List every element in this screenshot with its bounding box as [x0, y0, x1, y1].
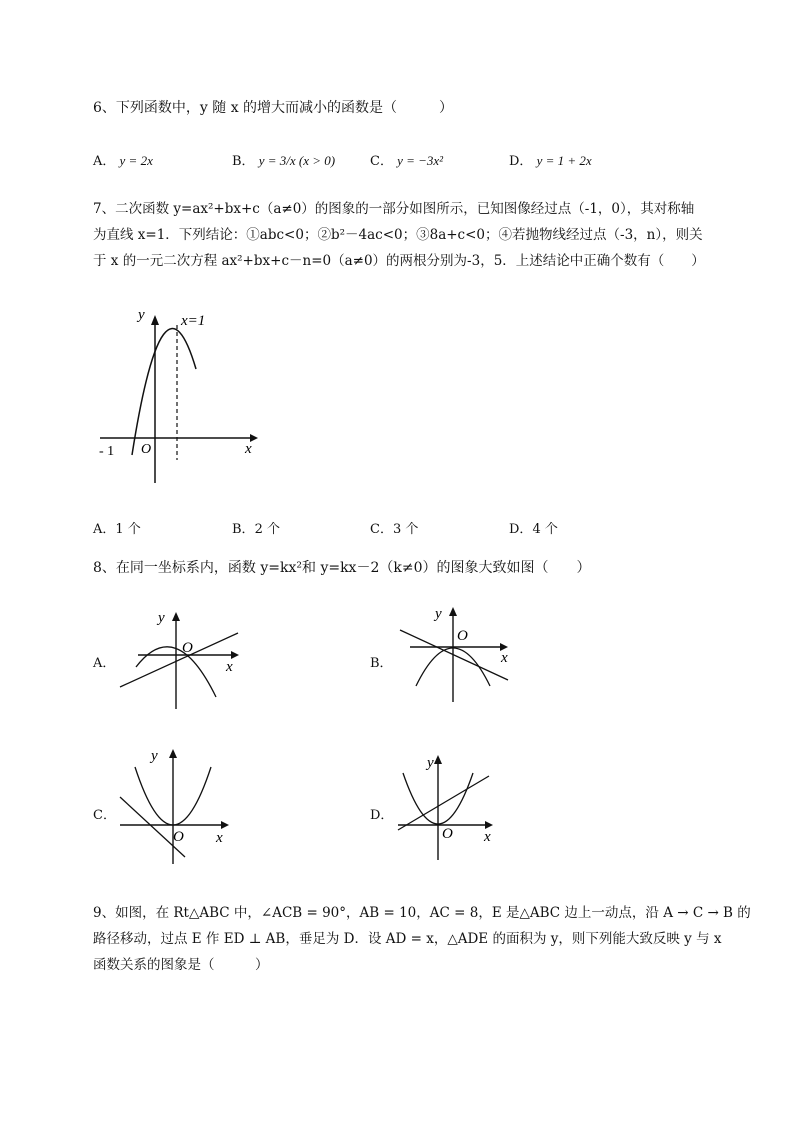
q8-graph-a-label: A．	[93, 656, 116, 671]
neg-one-label: - 1	[99, 444, 115, 459]
option-label: D．	[509, 522, 533, 537]
x-axis-label: x	[501, 650, 508, 666]
q9-stem-line1: 9、如图，在 Rt△ABC 中，∠ACB = 90°，AB = 10，AC = 8，E 是△ABC 边上一动点，沿 A → C → B 的	[93, 905, 751, 921]
x-axis-label: x	[484, 829, 491, 845]
q7-option-a	[93, 518, 141, 537]
parabola-curve	[132, 329, 196, 455]
option-label: B．	[232, 522, 255, 537]
y-axis-arrow	[172, 612, 180, 621]
x-axis-arrow	[221, 821, 229, 829]
symmetry-axis-label: x=1	[181, 313, 206, 329]
line-graph	[120, 797, 185, 857]
y-axis-label: y	[435, 606, 442, 622]
q7-stem-line2: 为直线 x=1．下列结论：①abc<0；②b²－4ac<0；③8a+c<0；④若抛物线经过点（-3，n），则关	[93, 227, 703, 243]
option-text: 3 个	[392, 522, 419, 537]
origin-label: O	[442, 826, 453, 842]
option-label: C．	[370, 522, 393, 537]
y-axis-arrow	[151, 315, 159, 325]
q6-option-d	[509, 150, 592, 169]
q7-stem-line3: 于 x 的一元二次方程 ax²+bx+c－n=0（a≠0）的两根分别为-3，5．上述结论中正确个数有（ ）	[93, 253, 705, 269]
x-axis-arrow	[485, 821, 493, 829]
x-axis-label: x	[216, 830, 223, 846]
y-axis-label: y	[158, 610, 165, 626]
q8-stem: 8、在同一坐标系内，函数 y=kx²和 y=kx－2（k≠0）的图象大致如图（ ）	[93, 560, 591, 576]
q7-stem-line1: 7、二次函数 y=ax²+bx+c（a≠0）的图象的一部分如图所示，已知图像经过点（-1，0），其对称轴	[93, 201, 695, 217]
x-axis-label: x	[245, 441, 252, 457]
q7-option-b	[232, 518, 280, 537]
q8-graph-c-label: C．	[93, 808, 116, 823]
option-text: y = 3/x (x > 0)	[258, 153, 336, 168]
origin-label: O	[457, 628, 468, 644]
q7-option-d	[509, 518, 558, 537]
option-label: A．	[93, 154, 116, 169]
q8-graph-b-label: B．	[370, 656, 393, 671]
line-graph	[400, 630, 508, 680]
option-text: y = 2x	[119, 153, 153, 168]
q6-option-c	[370, 150, 443, 169]
line-graph	[120, 633, 238, 687]
line-graph	[398, 776, 489, 830]
q8-graph-d	[393, 748, 518, 873]
q8-graph-a	[118, 605, 243, 710]
origin-label: O	[141, 442, 152, 457]
option-text: 2 个	[254, 522, 280, 537]
origin-label: O	[182, 640, 193, 656]
q6-stem: 6、下列函数中，y 随 x 的增大而减小的函数是（ ）	[93, 100, 454, 116]
y-axis-label: y	[427, 755, 434, 771]
y-axis-arrow	[434, 755, 442, 764]
option-text: 1 个	[115, 522, 141, 537]
q7-parabola-figure	[95, 305, 270, 490]
y-axis-label: y	[151, 748, 158, 764]
option-label: D．	[509, 154, 533, 169]
q8-graph-c	[115, 742, 240, 867]
q7-option-c	[370, 518, 418, 537]
option-text: y = 1 + 2x	[536, 153, 592, 168]
option-text: 4 个	[532, 522, 558, 537]
q8-graph-d-label: D．	[370, 808, 394, 823]
y-axis-arrow	[449, 607, 457, 616]
q6-option-b	[232, 150, 335, 169]
y-axis-label: y	[138, 307, 145, 323]
option-text: y = −3x²	[397, 153, 444, 168]
origin-label: O	[173, 829, 184, 845]
q9-stem-line2: 路径移动，过点 E 作 ED ⊥ AB，垂足为 D．设 AD = x，△ADE 的面积为 y，则下列能大致反映 y 与 x	[93, 931, 722, 947]
x-axis-arrow	[231, 651, 239, 659]
option-label: B．	[232, 154, 255, 169]
x-axis-label: x	[226, 659, 233, 675]
q9-stem-line3: 函数关系的图象是（ ）	[93, 957, 269, 973]
option-label: C．	[370, 154, 393, 169]
option-label: A．	[93, 522, 116, 537]
q8-graph-b	[398, 600, 523, 705]
q6-option-a	[93, 150, 153, 169]
y-axis-arrow	[169, 749, 177, 758]
